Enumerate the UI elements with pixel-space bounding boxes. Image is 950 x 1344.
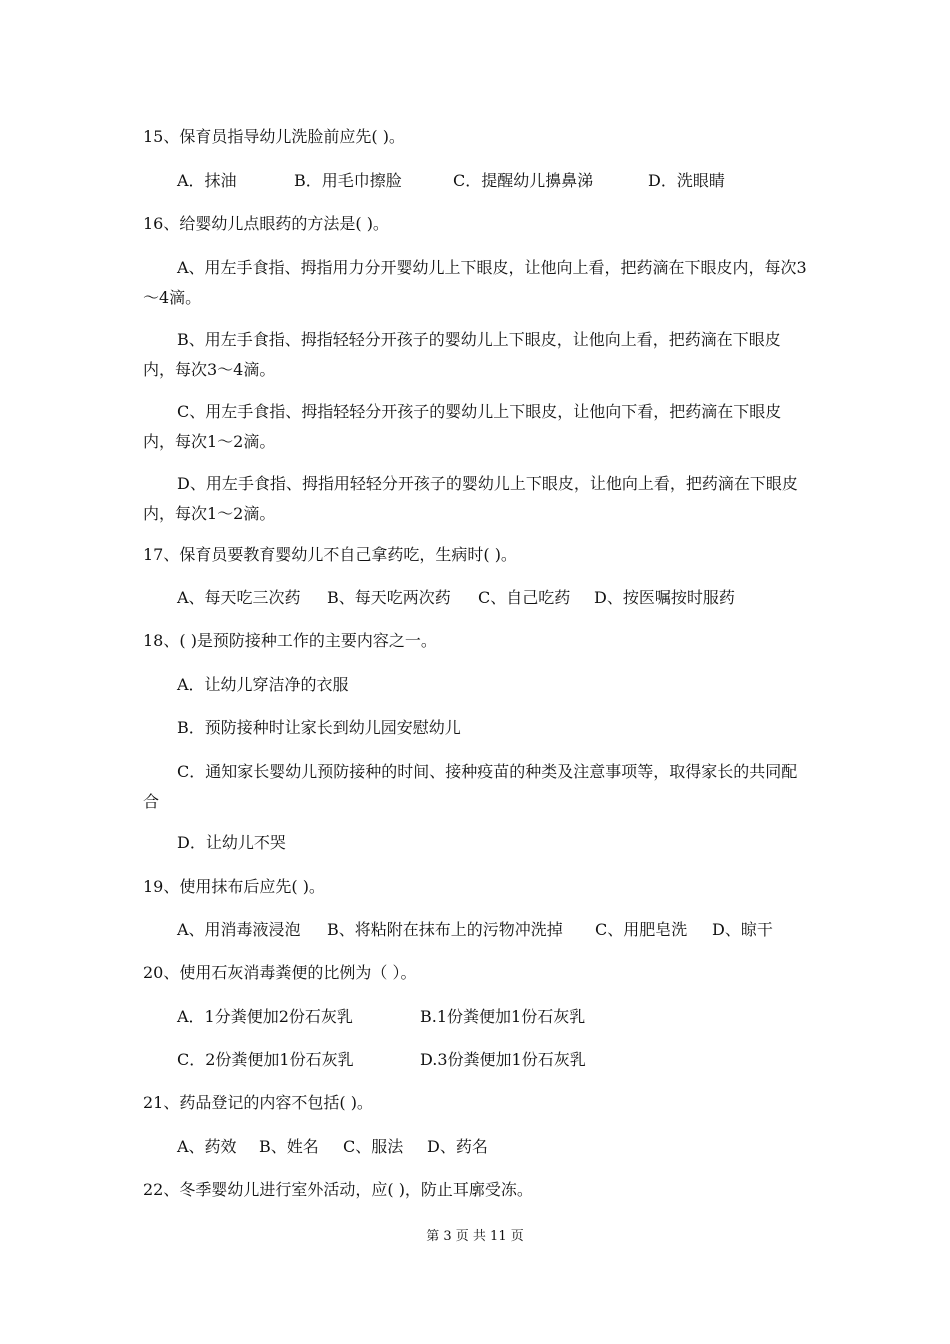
q17-option-d: D、按医嘱按时服药 [594,588,735,607]
q20-option-b: B.1份粪便加1份石灰乳 [420,1007,586,1026]
q16-option-d: D、用左手食指、拇指用轻轻分开孩子的婴幼儿上下眼皮，让他向上看，把药滴在下眼皮内，每次1～2滴。 [143,474,798,523]
question-16-stem: 16、给婴幼儿点眼药的方法是( )。 [143,214,389,233]
question-20-stem: 20、使用石灰消毒粪便的比例为（ ）。 [143,963,417,982]
q15-option-a: A．抹油 [177,171,237,190]
q17-option-b: B、每天吃两次药 [327,588,451,607]
q16-option-c: C、用左手食指、拇指轻轻分开孩子的婴幼儿上下眼皮，让他向下看，把药滴在下眼皮内，每次1～2滴。 [143,402,782,451]
question-15-stem: 15、保育员指导幼儿洗脸前应先( )。 [143,127,405,146]
q18-option-b: B．预防接种时让家长到幼儿园安慰幼儿 [177,718,461,737]
q19-option-d: D、晾干 [712,920,773,939]
q18-option-a: A．让幼儿穿洁净的衣服 [177,675,349,694]
q16-option-a: A、用左手食指、拇指用力分开婴幼儿上下眼皮，让他向上看，把药滴在下眼皮内，每次3～4滴。 [143,258,807,307]
q19-option-c: C、用肥皂洗 [595,920,688,939]
q21-option-c: C、服法 [343,1137,404,1156]
q17-option-c: C、自己吃药 [478,588,571,607]
q21-option-a: A、药效 [177,1137,237,1156]
question-19-stem: 19、使用抹布后应先( )。 [143,877,325,896]
page-footer: 第 3 页 共 11 页 [426,1229,524,1244]
question-18-stem: 18、( )是预防接种工作的主要内容之一。 [143,631,437,650]
q15-option-c: C．提醒幼儿擤鼻涕 [453,171,594,190]
q20-option-c: C．2份粪便加1份石灰乳 [177,1050,354,1069]
question-21-stem: 21、药品登记的内容不包括( )。 [143,1093,373,1112]
q21-option-b: B、姓名 [259,1137,319,1156]
q18-option-d: D．让幼儿不哭 [177,833,286,852]
q17-option-a: A、每天吃三次药 [177,588,301,607]
q18-option-c: C．通知家长婴幼儿预防接种的时间、接种疫苗的种类及注意事项等，取得家长的共同配合 [143,762,798,811]
q19-option-a: A、用消毒液浸泡 [177,920,301,939]
question-22-stem: 22、冬季婴幼儿进行室外活动，应( )，防止耳廓受冻。 [143,1180,533,1199]
q15-option-d: D．洗眼睛 [648,171,725,190]
question-17-stem: 17、保育员要教育婴幼儿不自己拿药吃，生病时( )。 [143,545,517,564]
q16-option-b: B、用左手食指、拇指轻轻分开孩子的婴幼儿上下眼皮，让他向上看，把药滴在下眼皮内，每次3～4滴。 [143,330,781,379]
q19-option-b: B、将粘附在抹布上的污物冲洗掉 [327,920,563,939]
q21-option-d: D、药名 [427,1137,488,1156]
q20-option-a: A．1分粪便加2份石灰乳 [177,1007,353,1026]
q15-option-b: B．用毛巾擦脸 [294,171,402,190]
q20-option-d: D.3份粪便加1份石灰乳 [420,1050,586,1069]
